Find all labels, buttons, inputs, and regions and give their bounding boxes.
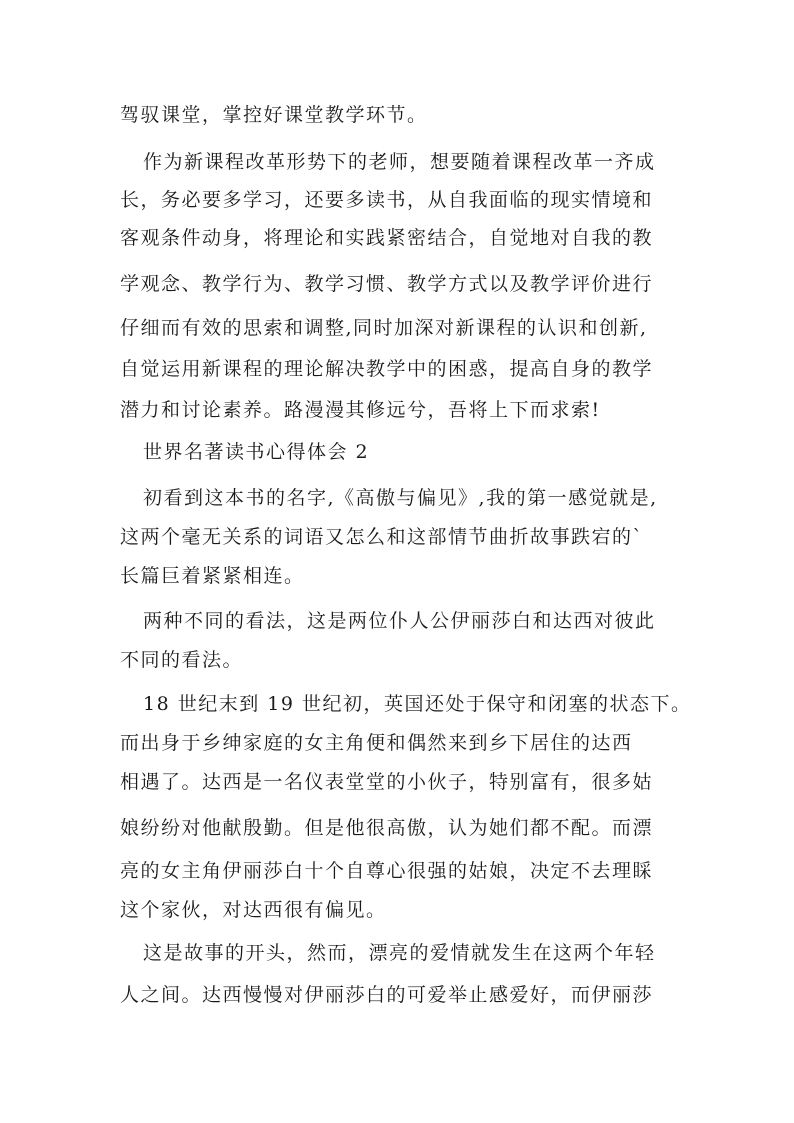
text-line: 不同的看法。 — [120, 649, 244, 671]
text-line: 相遇了。达西是一名仪表堂堂的小伙子，特别富有，很多姑 — [120, 771, 654, 793]
text-line: 人之间。达西慢慢对伊丽莎白的可爱举止感爱好，而伊丽莎 — [120, 984, 654, 1006]
text-line: 这是故事的开头，然而，漂亮的爱情就发生在这两个年轻 — [143, 942, 656, 964]
text-line: 学观念、教学行为、教学习惯、教学方式以及教学评价进行 — [120, 273, 654, 295]
text-line: 长篇巨着紧紧相连。 — [120, 565, 305, 587]
text-line: 长，务必要多学习，还要多读书，从自我面临的现实情境和 — [120, 189, 654, 211]
text-line: 自觉运用新课程的理论解决教学中的困惑，提高自身的教学 — [120, 358, 654, 380]
text-line: 18 世纪末到 19 世纪初，英国还处于保守和闭塞的状态下。 — [143, 693, 692, 715]
text-line: 娘纷纷对他献殷勤。但是他很高傲，认为她们都不配。而漂 — [120, 817, 654, 839]
text-line: 两种不同的看法，这是两位仆人公伊丽莎白和达西对彼此 — [143, 610, 656, 632]
text-line: 这两个毫无关系的词语又怎么和这部情节曲折故事跌宕的` — [120, 526, 644, 548]
text-line: 仔细而有效的思索和调整,同时加深对新课程的认识和创新, — [120, 317, 648, 339]
text-line: 亮的女主角伊丽莎白十个自尊心很强的姑娘，决定不去理睬 — [120, 860, 654, 882]
text-line: 这个家伙，对达西很有偏见。 — [120, 899, 387, 921]
section-heading: 世界名著读书心得体会 2 — [143, 441, 370, 463]
text-line: 而出身于乡绅家庭的女主角便和偶然来到乡下居住的达西 — [120, 732, 633, 754]
text-line: 作为新课程改革形势下的老师，想要随着课程改革一齐成 — [143, 151, 656, 173]
text-line: 潜力和讨论素养。路漫漫其修远兮，吾将上下而求索! — [120, 399, 601, 421]
text-line: 客观条件动身，将理论和实践紧密结合，自觉地对自我的教 — [120, 227, 654, 249]
text-line: 初看到这本书的名字,《高傲与偏见》,我的第一感觉就是, — [143, 487, 658, 509]
text-line: 驾驭课堂，掌控好课堂教学环节。 — [120, 104, 428, 126]
